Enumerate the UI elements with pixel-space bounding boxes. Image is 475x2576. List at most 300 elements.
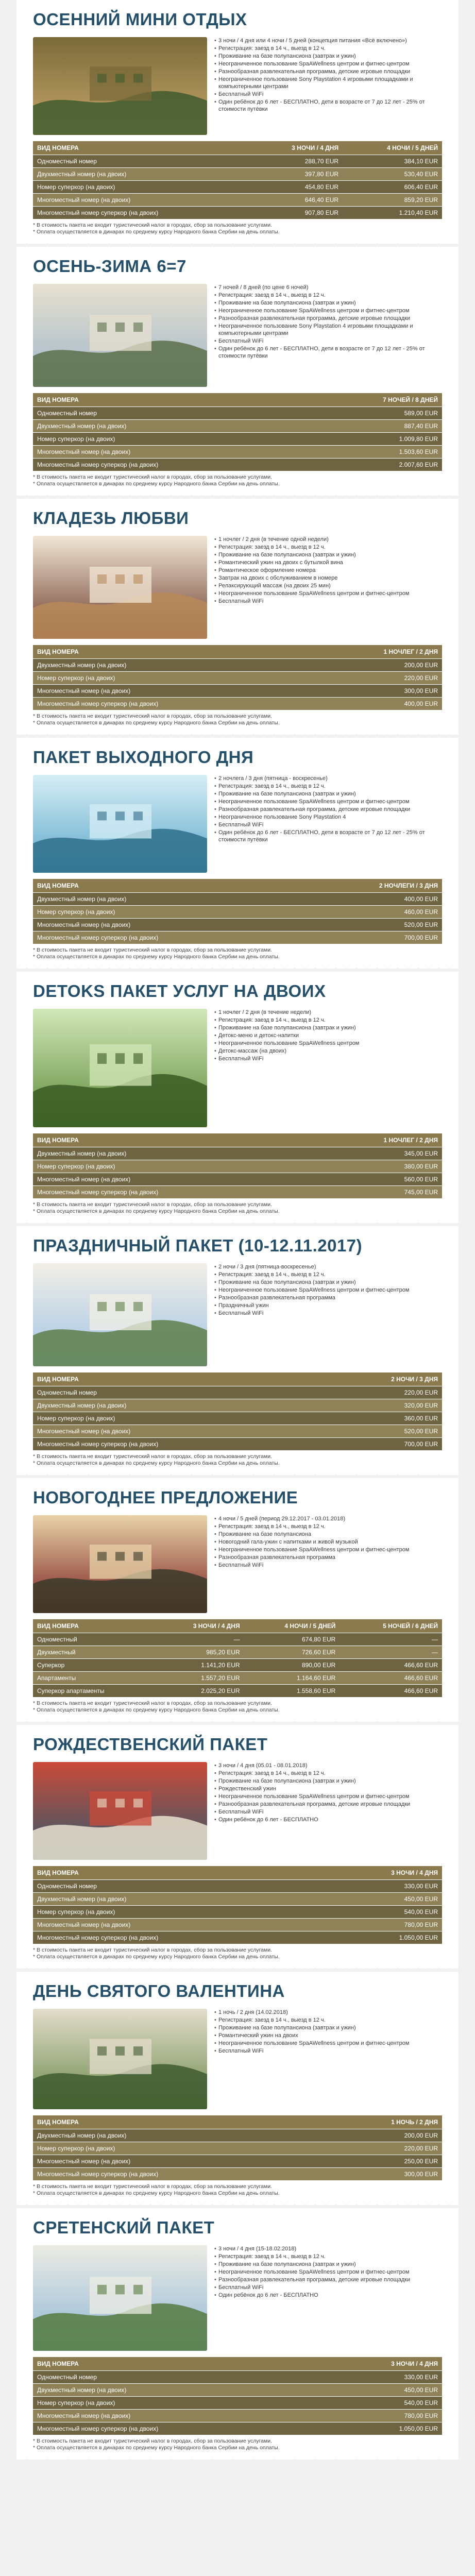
description-item: • Неограниченное пользование SpaAWellness центром и фитнес-центром [214,798,442,805]
room-type-cell: Многоместный номер суперкор (на двоих) [33,698,309,710]
price-cell: 400,00 EUR [309,698,442,710]
room-type-cell: Двухместный номер (на двоих) [33,1147,309,1160]
price-table-header [33,1866,442,1880]
offer-title: ОСЕНЬ-ЗИМА 6=7 [33,257,186,276]
table-row [33,1672,442,1685]
description-item: • Бесплатный WiFi [214,598,442,605]
column-header: 2 НОЧИ / 3 ДНЯ [320,1372,442,1386]
price-cell: 589,00 EUR [308,407,442,420]
table-row [33,168,442,181]
table-row [33,420,442,433]
price-table [33,1866,442,1944]
price-cell: 520,00 EUR [320,1425,442,1438]
description-item: • 3 ночи / 4 дня или 4 ночи / 5 дней (концепция питания «Всё включено») [214,37,442,44]
table-row [33,2168,442,2181]
description-item: • 7 ночей / 8 дней (по цене 6 ночей) [214,284,442,291]
description-item: • Неограниченное пользование SpaAWellness центром и фитнес-центром [214,2040,442,2047]
offer-description [214,284,442,360]
photo-illustration [33,1263,207,1366]
column-header: ВИД НОМЕРА [33,645,309,659]
table-row [33,1633,442,1646]
column-header: 4 НОЧИ / 5 ДНЕЙ [244,1619,340,1633]
price-cell: 330,00 EUR [320,1880,442,1893]
description-item: • Разнообразная развлекательная программа, детские игровые площадки [214,1801,442,1808]
room-type-cell: Многоместный номер суперкор (на двоих) [33,2168,320,2181]
description-item: • Проживание на базе полупансиона (завтрак и ужин) [214,1777,442,1785]
column-header: ВИД НОМЕРА [33,2357,320,2371]
room-type-cell: Двухместный номер (на двоих) [33,2129,320,2142]
offer-photo [33,536,207,639]
table-row [33,685,442,698]
room-type-cell: Суперкор [33,1659,155,1672]
price-cell: 2.007,60 EUR [308,459,442,471]
price-cell: 606,40 EUR [343,181,442,194]
description-item: • Разнообразная развлекательная программа, детские игровые площадки [214,806,442,813]
room-type-cell: Номер суперкор (на двоих) [33,2397,320,2410]
price-table [33,1133,442,1198]
room-type-cell: Одноместный [33,1633,155,1646]
offer-notes [33,947,442,960]
description-item: • 4 ночи / 5 дней (период 29.12.2017 - 03.01.2018) [214,1515,442,1522]
table-row [33,1412,442,1425]
table-row [33,1931,442,1944]
description-item: • Регистрация: заезд в 14 ч., выезд в 12 ч. [214,1271,442,1278]
description-item: • Бесплатный WiFi [214,1562,442,1569]
description-item: • Один ребёнок до 6 лет - БЕСПЛАТНО [214,1816,442,1823]
price-table [33,1619,442,1697]
offer-title: DETOKS ПАКЕТ УСЛУГ НА ДВОИХ [33,981,326,1001]
column-header: ВИД НОМЕРА [33,393,308,407]
price-cell: 674,80 EUR [244,1633,340,1646]
offer-notes [33,1201,442,1215]
price-table-header [33,879,442,893]
room-type-cell: Номер суперкор (на двоих) [33,433,308,446]
column-header: 3 НОЧИ / 4 ДНЯ [155,1619,244,1633]
price-cell: 397,80 EUR [250,168,343,181]
column-header: ВИД НОМЕРА [33,1133,309,1147]
price-cell: 360,00 EUR [320,1412,442,1425]
room-type-cell: Номер суперкор (на двоих) [33,2142,320,2155]
room-type-cell: Суперкор апартаменты [33,1685,155,1698]
description-item: • Романтический ужин на двоих с бутылкой вина [214,559,442,566]
price-cell: 250,00 EUR [320,2155,442,2168]
offer-description [214,37,442,113]
offer-title: РОЖДЕСТВЕНСКИЙ ПАКЕТ [33,1735,268,1754]
offer-autumn-mini [16,0,459,244]
table-row [33,446,442,459]
offer-notes [33,474,442,487]
price-table-header [33,645,442,659]
room-type-cell: Многоместный номер суперкор (на двоих) [33,931,302,944]
price-table [33,2115,442,2180]
table-row [33,1173,442,1186]
photo-illustration [33,1515,207,1613]
table-row [33,1919,442,1931]
table-row [33,2155,442,2168]
table-row [33,207,442,219]
offer-description [214,1009,442,1063]
room-type-cell: Номер суперкор (на двоих) [33,1160,309,1173]
table-row [33,2142,442,2155]
table-row [33,1659,442,1672]
note-item: * Оплата осуществляется в динарах по среднему курсу Народного банка Сербии на день оплаты. [33,229,442,235]
table-row [33,1399,442,1412]
column-header: 3 НОЧИ / 4 ДНЯ [250,141,343,155]
table-row [33,1880,442,1893]
price-cell: 300,00 EUR [309,685,442,698]
room-type-cell: Двухместный номер (на двоих) [33,2384,320,2397]
price-cell: 300,00 EUR [320,2168,442,2181]
column-header: 1 НОЧЬ / 2 ДНЯ [320,2115,442,2129]
column-header: 5 НОЧЕЙ / 6 ДНЕЙ [340,1619,442,1633]
offer-photo [33,1009,207,1127]
price-table-header [33,2115,442,2129]
price-table-header [33,141,442,155]
table-row [33,194,442,207]
description-item: • Проживание на базе полупансиона (завтрак и ужин) [214,790,442,798]
table-row [33,433,442,446]
table-row [33,672,442,685]
note-item: * Оплата осуществляется в динарах по среднему курсу Народного банка Сербии на день оплаты. [33,2190,442,2197]
table-row [33,1186,442,1199]
offer-photo [33,775,207,873]
note-item: * Оплата осуществляется в динарах по среднему курсу Народного банка Сербии на день оплаты. [33,2445,442,2451]
price-cell: 745,00 EUR [309,1186,442,1199]
description-item: • Проживание на базе полупансиона (завтрак и ужин) [214,2261,442,2268]
table-row [33,659,442,672]
table-row [33,1160,442,1173]
offer-body [33,1263,442,1366]
description-item: • 2 ночлега / 3 дня (пятница - воскресенье) [214,775,442,782]
price-cell: — [340,1633,442,1646]
price-cell: 1.141,20 EUR [155,1659,244,1672]
description-item: • Неограниченное пользование SpaAWellness центром [214,1040,442,1047]
description-item: • Регистрация: заезд в 14 ч., выезд в 12 ч. [214,292,442,299]
room-type-cell: Номер суперкор (на двоих) [33,181,250,194]
price-cell: — [155,1633,244,1646]
description-item: • Регистрация: заезд в 14 ч., выезд в 12 ч. [214,1770,442,1777]
price-table-header [33,2357,442,2371]
price-table-header [33,1619,442,1633]
price-cell: 530,40 EUR [343,168,442,181]
column-header: 1 НОЧЛЕГ / 2 ДНЯ [309,645,442,659]
description-item: • Проживание на базе полупансиона (завтрак и ужин) [214,1024,442,1031]
note-item: * В стоимость пакета не входит туристический налог в городах, сбор за пользование услугами. [33,713,442,720]
note-item: * Оплата осуществляется в динарах по среднему курсу Народного банка Сербии на день оплаты. [33,1208,442,1215]
table-row [33,906,442,919]
column-header: ВИД НОМЕРА [33,141,250,155]
offer-photo [33,1263,207,1366]
offer-photo [33,2245,207,2351]
description-item: • Бесплатный WiFi [214,1310,442,1317]
table-row [33,698,442,710]
room-type-cell: Многоместный номер (на двоих) [33,2410,320,2422]
room-type-cell: Многоместный номер суперкор (на двоих) [33,1931,320,1944]
description-item: • Неограниченное пользование SpaAWellness центром и фитнес-центром [214,1793,442,1800]
table-row [33,1147,442,1160]
price-cell: 646,40 EUR [250,194,343,207]
offer-title: ПРАЗДНИЧНЫЙ ПАКЕТ (10-12.11.2017) [33,1236,363,1255]
description-item: • Один ребёнок до 6 лет - БЕСПЛАТНО [214,2292,442,2299]
note-item: * Оплата осуществляется в динарах по среднему курсу Народного банка Сербии на день оплаты. [33,1707,442,1714]
offer-body [33,536,442,639]
price-cell: 200,00 EUR [320,2129,442,2142]
offer-title: КЛАДЕЗЬ ЛЮБВИ [33,509,189,528]
table-row [33,2397,442,2410]
offer-notes [33,1947,442,1960]
description-item: • Неограниченное пользование SpaAWellness центром и фитнес-центром [214,2268,442,2276]
price-table-header [33,1372,442,1386]
offer-photo [33,1515,207,1613]
room-type-cell: Многоместный номер суперкор (на двоих) [33,1438,320,1451]
price-cell: 780,00 EUR [320,2410,442,2422]
price-cell: 200,00 EUR [309,659,442,672]
price-cell: 450,00 EUR [320,1893,442,1906]
room-type-cell: Двухместный [33,1646,155,1659]
price-cell: 2.025,20 EUR [155,1685,244,1698]
description-item: • Регистрация: заезд в 14 ч., выезд в 12 ч. [214,544,442,551]
offer-notes [33,1453,442,1467]
offer-description [214,536,442,605]
note-item: * В стоимость пакета не входит туристический налог в городах, сбор за пользование услугами. [33,222,442,229]
room-type-cell: Многоместный номер (на двоих) [33,194,250,207]
offer-title: ОСЕННИЙ МИНИ ОТДЫХ [33,10,247,29]
room-type-cell: Многоместный номер суперкор (на двоих) [33,2422,320,2435]
price-cell: 330,00 EUR [320,2371,442,2384]
offer-description [214,1762,442,1824]
offer-notes [33,713,442,726]
price-cell: 700,00 EUR [320,1438,442,1451]
price-cell: 726,60 EUR [244,1646,340,1659]
description-item: • Проживание на базе полупансиона (завтрак и ужин) [214,299,442,307]
room-type-cell: Многоместный номер суперкор (на двоих) [33,207,250,219]
column-header: ВИД НОМЕРА [33,1372,320,1386]
room-type-cell: Многоместный номер (на двоих) [33,446,308,459]
table-row [33,2371,442,2384]
description-item: • Регистрация: заезд в 14 ч., выезд в 12 ч. [214,45,442,52]
price-cell: 384,10 EUR [343,155,442,168]
description-item: • Регистрация: заезд в 14 ч., выезд в 12 ч. [214,1016,442,1024]
table-row [33,893,442,906]
price-cell: 466,60 EUR [340,1685,442,1698]
price-cell: 450,00 EUR [320,2384,442,2397]
room-type-cell: Двухместный номер (на двоих) [33,1399,320,1412]
note-item: * В стоимость пакета не входит туристический налог в городах, сбор за пользование услугами. [33,1700,442,1707]
description-item: • Неограниченное пользование Sony Playstation 4 игровыми площадками и компьютерными центрами [214,323,442,337]
offer-body [33,1009,442,1127]
room-type-cell: Одноместный номер [33,2371,320,2384]
description-item: • Регистрация: заезд в 14 ч., выезд в 12 ч. [214,783,442,790]
column-header: 7 НОЧЕЙ / 8 ДНЕЙ [308,393,442,407]
note-item: * В стоимость пакета не входит туристический налог в городах, сбор за пользование услугами. [33,2438,442,2445]
price-table-header [33,1133,442,1147]
description-item: • Проживание на базе полупансиона (завтрак и ужин) [214,53,442,60]
room-type-cell: Одноместный номер [33,407,308,420]
price-cell: 400,00 EUR [302,893,442,906]
note-item: * Оплата осуществляется в динарах по среднему курсу Народного банка Сербии на день оплаты. [33,1460,442,1467]
price-cell: 220,00 EUR [320,2142,442,2155]
offer-notes [33,1700,442,1714]
description-item: • Один ребёнок до 6 лет - БЕСПЛАТНО, дети в возрасте от 7 до 12 лет - 25% от стоимости путёвки [214,345,442,360]
description-item: • Новогодний гала-ужин с напитками и живой музыкой [214,1538,442,1546]
room-type-cell: Номер суперкор (на двоих) [33,1412,320,1425]
price-table [33,1372,442,1450]
room-type-cell: Двухместный номер (на двоих) [33,659,309,672]
offer-body [33,2245,442,2351]
description-item: • Бесплатный WiFi [214,2284,442,2291]
offer-photo [33,2009,207,2109]
description-item: • Неограниченное пользование Sony Playstation 4 игровыми площадками и компьютерными центрами [214,76,442,90]
price-cell: 700,00 EUR [302,931,442,944]
description-item: • Проживание на базе полупансиона [214,1531,442,1538]
description-item: • Романтический ужин на двоих [214,2032,442,2039]
table-row [33,1646,442,1659]
room-type-cell: Номер суперкор (на двоих) [33,1906,320,1919]
column-header: ВИД НОМЕРА [33,1619,155,1633]
description-item: • Разнообразная развлекательная программа, детские игровые площадки [214,68,442,75]
room-type-cell: Одноместный номер [33,1880,320,1893]
column-header: ВИД НОМЕРА [33,2115,320,2129]
column-header: ВИД НОМЕРА [33,879,302,893]
offer-body [33,1762,442,1860]
table-row [33,1906,442,1919]
room-type-cell: Двухместный номер (на двоих) [33,893,302,906]
table-row [33,1893,442,1906]
price-cell: 859,20 EUR [343,194,442,207]
offer-photo [33,284,207,387]
price-cell: 540,00 EUR [320,2397,442,2410]
room-type-cell: Двухместный номер (на двоих) [33,420,308,433]
offer-title: ПАКЕТ ВЫХОДНОГО ДНЯ [33,748,254,767]
description-item: • 3 ночи / 4 дня (05.01 - 08.01.2018) [214,1762,442,1769]
description-item: • Регистрация: заезд в 14 ч., выезд в 12 ч. [214,1523,442,1530]
description-item: • Бесплатный WiFi [214,2047,442,2055]
note-item: * В стоимость пакета не входит туристический налог в городах, сбор за пользование услугами. [33,474,442,481]
description-item: • Один ребёнок до 6 лет - БЕСПЛАТНО, дети в возрасте от 7 до 12 лет - 25% от стоимости путёвки [214,98,442,113]
table-row [33,2410,442,2422]
description-item: • Релаксирующий массаж (на двоих 25 мин) [214,582,442,589]
description-item: • Неограниченное пользование SpaAWellness центром и фитнес-центром [214,1286,442,1294]
price-cell: 1.210,40 EUR [343,207,442,219]
table-row [33,919,442,931]
column-header: ВИД НОМЕРА [33,1866,320,1880]
room-type-cell: Апартаменты [33,1672,155,1685]
photo-illustration [33,284,207,387]
description-item: • Бесплатный WiFi [214,337,442,345]
description-item: • 1 ночь / 2 дня (14.02.2018) [214,2009,442,2016]
price-cell: 907,80 EUR [250,207,343,219]
table-row [33,931,442,944]
description-item: • Неограниченное пользование SpaAWellness центром и фитнес-центром [214,60,442,67]
price-cell: 887,40 EUR [308,420,442,433]
price-cell: — [340,1646,442,1659]
note-item: * В стоимость пакета не входит туристический налог в городах, сбор за пользование услугами. [33,1453,442,1460]
table-row [33,2129,442,2142]
description-item: • 1 ночлег / 2 дня (в течение недели) [214,1009,442,1016]
offer-body [33,1515,442,1613]
room-type-cell: Многоместный номер (на двоих) [33,2155,320,2168]
offer-notes [33,2183,442,2197]
table-row [33,1438,442,1451]
price-table-header [33,393,442,407]
description-item: • Регистрация: заезд в 14 ч., выезд в 12 ч. [214,2253,442,2260]
table-row [33,1425,442,1438]
room-type-cell: Двухместный номер (на двоих) [33,168,250,181]
table-row [33,1386,442,1399]
offer-holiday [16,1226,459,1475]
note-item: * В стоимость пакета не входит туристический налог в городах, сбор за пользование услугами. [33,2183,442,2190]
photo-illustration [33,2245,207,2351]
description-item: • 2 ночи / 3 дня (пятница-воскресенье) [214,1263,442,1270]
description-item: • Разнообразная развлекательная программа [214,1554,442,1561]
price-table [33,2357,442,2435]
note-item: * Оплата осуществляется в динарах по среднему курсу Народного банка Сербии на день оплаты. [33,720,442,726]
column-header: 3 НОЧИ / 4 ДНЯ [320,2357,442,2371]
description-item: • Романтическое оформление номера [214,567,442,574]
price-cell: 1.009,80 EUR [308,433,442,446]
offer-description [214,1263,442,1317]
offer-title: НОВОГОДНЕЕ ПРЕДЛОЖЕНИЕ [33,1488,298,1507]
offer-title: ДЕНЬ СВЯТОГО ВАЛЕНТИНА [33,1981,285,2001]
description-item: • Проживание на базе полупансиона (завтрак и ужин) [214,1279,442,1286]
offer-autumn-winter [16,247,459,496]
price-cell: 1.050,00 EUR [320,2422,442,2435]
price-table [33,879,442,944]
price-cell: 220,00 EUR [320,1386,442,1399]
description-item: • Бесплатный WiFi [214,1808,442,1816]
description-item: • Бесплатный WiFi [214,821,442,828]
description-item: • Разнообразная развлекательная программа [214,1294,442,1301]
description-item: • Проживание на базе полупансиона (завтрак и ужин) [214,2024,442,2031]
room-type-cell: Одноместный номер [33,155,250,168]
price-cell: 345,00 EUR [309,1147,442,1160]
description-item: • Бесплатный WiFi [214,1055,442,1062]
description-item: • Разнообразная развлекательная программа, детские игровые площадки [214,315,442,322]
description-item: • 3 ночи / 4 дня (15-18.02.2018) [214,2245,442,2252]
room-type-cell: Многоместный номер (на двоих) [33,1173,309,1186]
room-type-cell: Номер суперкор (на двоих) [33,672,309,685]
column-header: 3 НОЧИ / 4 ДНЯ [320,1866,442,1880]
note-item: * Оплата осуществляется в динарах по среднему курсу Народного банка Сербии на день оплаты. [33,954,442,960]
offer-body [33,775,442,873]
offer-weekend [16,738,459,969]
offer-christmas [16,1725,459,1969]
room-type-cell: Многоместный номер (на двоих) [33,919,302,931]
table-row [33,2422,442,2435]
photo-illustration [33,1762,207,1860]
note-item: * В стоимость пакета не входит туристический налог в городах, сбор за пользование услугами. [33,1201,442,1208]
description-item: • Детокс-массаж (на двоих) [214,1047,442,1055]
description-item: • Праздничный ужин [214,1302,442,1309]
price-cell: 560,00 EUR [309,1173,442,1186]
offer-description [214,1515,442,1569]
offer-photo [33,37,207,135]
column-header: 4 НОЧИ / 5 ДНЕЙ [343,141,442,155]
price-cell: 1.557,20 EUR [155,1672,244,1685]
column-header: 2 НОЧЛЕГИ / 3 ДНЯ [302,879,442,893]
price-cell: 520,00 EUR [302,919,442,931]
price-cell: 454,80 EUR [250,181,343,194]
room-type-cell: Многоместный номер (на двоих) [33,1919,320,1931]
description-item: • Неограниченное пользование SpaAWellness центром и фитнес-центром [214,307,442,314]
photo-illustration [33,1009,207,1127]
offer-body [33,284,442,387]
photo-illustration [33,2009,207,2109]
offer-description [214,775,442,844]
description-item: • Разнообразная развлекательная программа, детские игровые площадки [214,2276,442,2283]
price-cell: 1.558,60 EUR [244,1685,340,1698]
offer-photo [33,1762,207,1860]
